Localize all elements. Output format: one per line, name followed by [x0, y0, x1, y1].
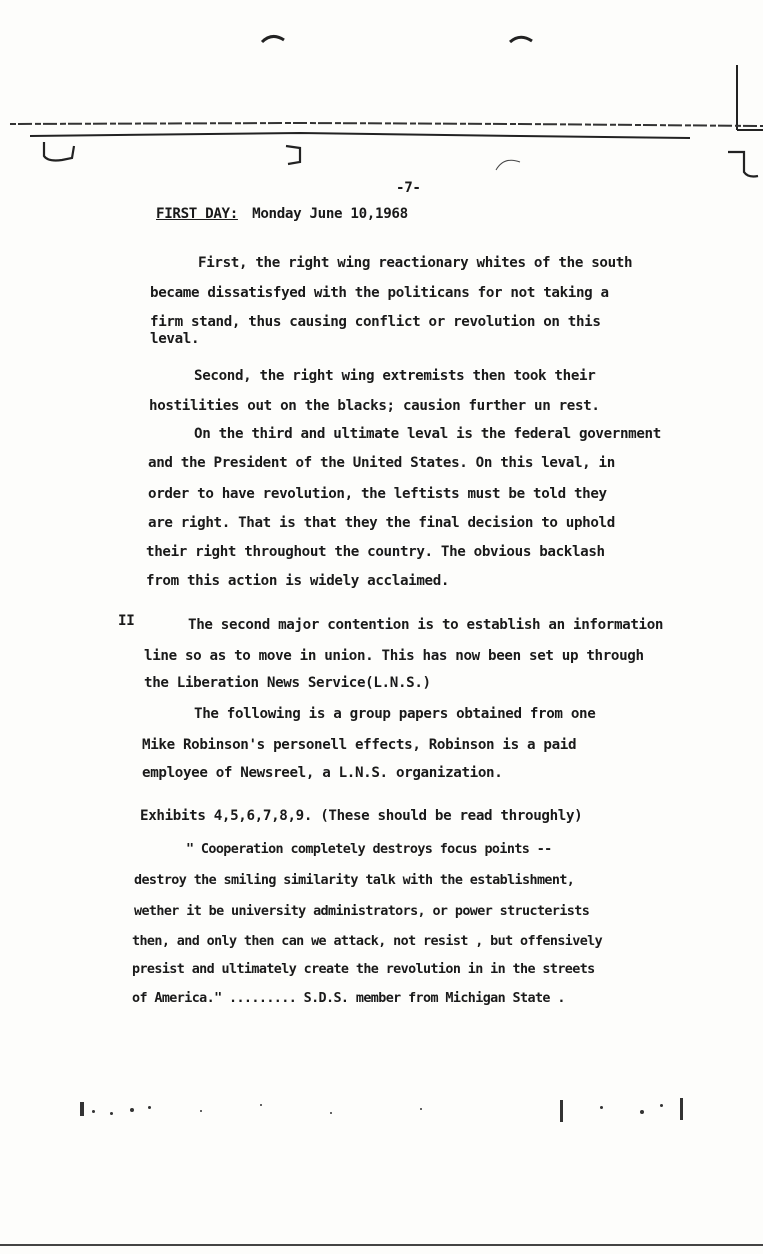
text-line: On the third and ultimate leval is the federal government: [194, 426, 661, 442]
binder-mark-right: [510, 37, 532, 42]
text-line: became dissatisfyed with the politicans for not taking a: [150, 285, 609, 301]
scan-noise-band: [0, 1090, 763, 1130]
quote-line: destroy the smiling similarity talk with the establishment,: [134, 873, 575, 888]
section-numeral: II: [118, 613, 135, 629]
text-line: line so as to move in union. This has now been set up through: [144, 648, 644, 664]
bottom-rule: [0, 1244, 763, 1246]
text-line: Second, the right wing extremists then took their: [194, 368, 596, 384]
header-artifacts: [0, 0, 763, 200]
day-heading: [156, 206, 408, 222]
quote-line: wether it be university administrators, or power structerists: [134, 904, 590, 919]
binder-mark-left: [262, 36, 284, 42]
text-line: The following is a group papers obtained from one: [194, 706, 596, 722]
quote-line: of America." ......... S.D.S. member from Michigan State .: [132, 991, 565, 1006]
text-line: and the President of the United States. On this leval, in: [148, 455, 615, 471]
heading-label: FIRST DAY:: [156, 206, 238, 222]
heading-date: Monday June 10,1968: [252, 206, 408, 222]
text-line: the Liberation News Service(L.N.S.): [144, 675, 431, 691]
quote-line: " Cooperation completely destroys focus points --: [186, 842, 552, 857]
text-line: from this action is widely acclaimed.: [146, 573, 450, 589]
bracket-right: [728, 152, 758, 177]
text-line: leval.: [150, 331, 200, 347]
quote-line: presist and ultimately create the revolution in in the streets: [132, 962, 595, 977]
text-line: employee of Newsreel, a L.N.S. organization.: [142, 765, 503, 781]
text-line: order to have revolution, the leftists must be told they: [148, 486, 607, 502]
text-line: their right throughout the country. The obvious backlash: [146, 544, 605, 560]
quote-line: then, and only then can we attack, not resist , but offensively: [132, 934, 603, 949]
text-line: Mike Robinson's personell effects, Robinson is a paid: [142, 737, 577, 753]
text-line: The second major contention is to establish an information: [188, 617, 664, 633]
text-line: First, the right wing reactionary whites of the south: [198, 255, 633, 271]
page-number: -7-: [396, 180, 421, 196]
text-line: firm stand, thus causing conflict or revolution on this: [150, 314, 601, 330]
header-rule: [10, 123, 763, 126]
text-line: are right. That is that they the final decision to uphold: [148, 515, 615, 531]
bracket-mid: [286, 146, 300, 164]
text-line: hostilities out on the blacks; causion further un rest.: [149, 398, 600, 414]
bracket-left: [44, 142, 74, 161]
exhibits-line: Exhibits 4,5,6,7,8,9. (These should be read throughly): [140, 808, 583, 824]
